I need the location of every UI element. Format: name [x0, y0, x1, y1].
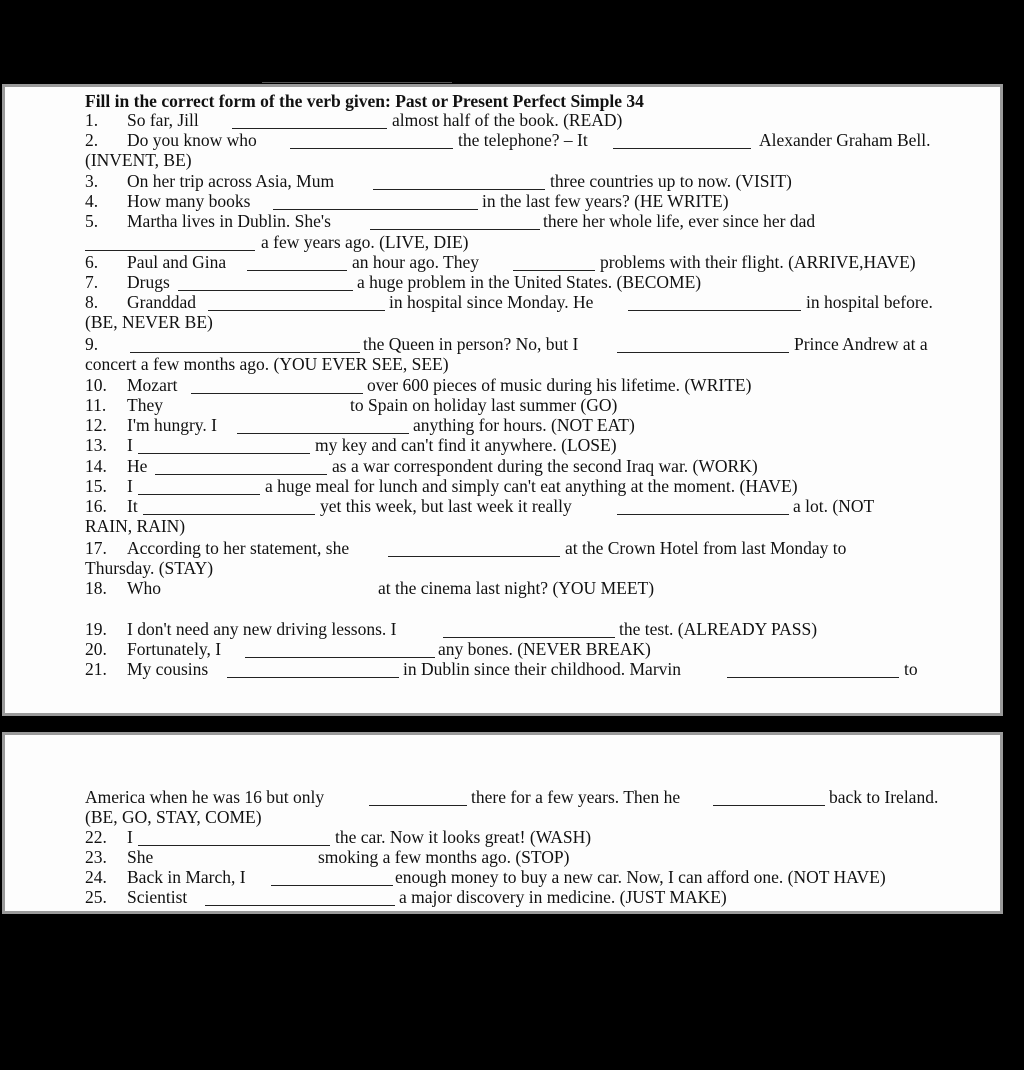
answer-blank[interactable] — [155, 456, 327, 475]
item-text: According to her statement, she — [127, 538, 350, 558]
answer-blank[interactable] — [178, 272, 353, 291]
answer-blank[interactable] — [271, 867, 393, 886]
answer-blank[interactable] — [232, 110, 387, 129]
item-text: Scientist — [127, 887, 188, 907]
answer-blank[interactable] — [443, 619, 615, 638]
item-text: He — [127, 456, 148, 476]
item-text: problems with their flight. (ARRIVE,HAVE) — [600, 252, 916, 272]
item-number: 10. — [85, 375, 107, 395]
item-number: 21. — [85, 659, 107, 679]
item-text: in hospital since Monday. He — [389, 292, 594, 312]
item-number: 4. — [85, 191, 99, 211]
item-text: I — [127, 827, 133, 847]
item-21-verbs: (BE, GO, STAY, COME) — [85, 807, 262, 827]
item-number: 17. — [85, 538, 107, 558]
item-text: over 600 pieces of music during his lifetime. (WRITE) — [367, 375, 752, 395]
item-number: 7. — [85, 272, 99, 292]
answer-blank[interactable] — [191, 375, 363, 394]
answer-blank[interactable] — [227, 659, 399, 678]
item-number: 1. — [85, 110, 99, 130]
worksheet-page-1 — [2, 84, 1003, 716]
answer-blank[interactable] — [247, 252, 347, 271]
item-number: 16. — [85, 496, 107, 516]
item-text: anything for hours. (NOT EAT) — [413, 415, 635, 435]
item-text: a huge meal for lunch and simply can't eat anything at the moment. (HAVE) — [265, 476, 798, 496]
item-text: Mozart — [127, 375, 178, 395]
item-text: almost half of the book. (READ) — [392, 110, 623, 130]
item-number: 20. — [85, 639, 107, 659]
answer-blank[interactable] — [369, 787, 467, 806]
item-text: a few years ago. (LIVE, DIE) — [261, 232, 469, 252]
item-text: at the Crown Hotel from last Monday to — [565, 538, 847, 558]
item-text: My cousins — [127, 659, 209, 679]
item-text: I — [127, 435, 133, 455]
item-text: Who — [127, 578, 162, 598]
item-text: Martha lives in Dublin. She's — [127, 211, 331, 231]
item-text: in hospital before. — [806, 292, 933, 312]
answer-blank[interactable] — [628, 292, 801, 311]
item-number: 19. — [85, 619, 107, 639]
item-text: in Dublin since their childhood. Marvin — [403, 659, 682, 679]
answer-blank[interactable] — [85, 232, 255, 251]
item-number: 22. — [85, 827, 107, 847]
item-text: She — [127, 847, 154, 867]
item-8-continuation: (BE, NEVER BE) — [85, 312, 213, 332]
answer-blank[interactable] — [138, 476, 260, 495]
answer-blank[interactable] — [613, 130, 751, 149]
answer-blank[interactable] — [370, 211, 540, 230]
item-text: I'm hungry. I — [127, 415, 217, 435]
item-text: They — [127, 395, 163, 415]
answer-blank[interactable] — [727, 659, 899, 678]
item-text: How many books — [127, 191, 251, 211]
item-text: I don't need any new driving lessons. I — [127, 619, 397, 639]
item-text: a huge problem in the United States. (BECOME) — [357, 272, 702, 292]
item-number: 23. — [85, 847, 107, 867]
item-number: 14. — [85, 456, 107, 476]
item-text: Fortunately, I — [127, 639, 222, 659]
item-text: So far, Jill — [127, 110, 199, 130]
item-text: the test. (ALREADY PASS) — [619, 619, 818, 639]
answer-blank[interactable] — [273, 191, 478, 210]
item-text: Alexander Graham Bell. — [759, 130, 931, 150]
answer-blank[interactable] — [373, 171, 545, 190]
item-text: a major discovery in medicine. (JUST MAKE) — [399, 887, 727, 907]
answer-blank[interactable] — [617, 334, 789, 353]
item-text: smoking a few months ago. (STOP) — [318, 847, 570, 867]
answer-blank[interactable] — [513, 252, 595, 271]
item-text: Prince Andrew at a — [794, 334, 928, 354]
item-16-continuation: RAIN, RAIN) — [85, 516, 186, 536]
item-text: to Spain on holiday last summer (GO) — [350, 395, 618, 415]
worksheet-title: Fill in the correct form of the verb given: Past or Present Perfect Simple 34 — [85, 91, 644, 111]
item-text: I — [127, 476, 133, 496]
item-text: Granddad — [127, 292, 197, 312]
answer-blank[interactable] — [713, 787, 825, 806]
item-text: Do you know who — [127, 130, 257, 150]
answer-blank[interactable] — [245, 639, 435, 658]
item-number: 25. — [85, 887, 107, 907]
item-text: On her trip across Asia, Mum — [127, 171, 335, 191]
item-text: the car. Now it looks great! (WASH) — [335, 827, 592, 847]
item-text: back to Ireland. — [829, 787, 939, 807]
item-text: to — [904, 659, 918, 679]
answer-blank[interactable] — [388, 538, 560, 557]
item-number: 18. — [85, 578, 107, 598]
answer-blank[interactable] — [208, 292, 385, 311]
item-text: Back in March, I — [127, 867, 246, 887]
worksheet-page-2 — [2, 732, 1003, 914]
item-text: the telephone? – It — [458, 130, 588, 150]
answer-blank[interactable] — [138, 827, 330, 846]
item-text: enough money to buy a new car. Now, I can afford one. (NOT HAVE) — [395, 867, 886, 887]
item-text: as a war correspondent during the second Iraq war. (WORK) — [332, 456, 758, 476]
item-text: the Queen in person? No, but I — [363, 334, 579, 354]
item-number: 3. — [85, 171, 99, 191]
item-number: 15. — [85, 476, 107, 496]
item-text: Paul and Gina — [127, 252, 227, 272]
answer-blank[interactable] — [205, 887, 395, 906]
item-text: my key and can't find it anywhere. (LOSE) — [315, 435, 617, 455]
item-text: It — [127, 496, 138, 516]
item-text: at the cinema last night? (YOU MEET) — [378, 578, 655, 598]
item-2-continuation: (INVENT, BE) — [85, 150, 192, 170]
item-number: 5. — [85, 211, 99, 231]
answer-blank[interactable] — [143, 496, 315, 515]
item-text: an hour ago. They — [352, 252, 480, 272]
item-number: 2. — [85, 130, 99, 150]
item-text: America when he was 16 but only — [85, 787, 325, 807]
item-text: Drugs — [127, 272, 170, 292]
answer-blank[interactable] — [138, 435, 310, 454]
answer-blank[interactable] — [237, 415, 409, 434]
item-number: 24. — [85, 867, 107, 887]
item-text: any bones. (NEVER BREAK) — [438, 639, 651, 659]
item-text: there for a few years. Then he — [471, 787, 681, 807]
answer-blank[interactable] — [290, 130, 453, 149]
item-number: 12. — [85, 415, 107, 435]
item-number: 11. — [85, 395, 107, 415]
item-text: three countries up to now. (VISIT) — [550, 171, 792, 191]
item-text: there her whole life, ever since her dad — [543, 211, 816, 231]
item-text: a lot. (NOT — [793, 496, 875, 516]
answer-blank[interactable] — [617, 496, 789, 515]
item-text: yet this week, but last week it really — [320, 496, 572, 516]
item-9-continuation: concert a few months ago. (YOU EVER SEE, SEE) — [85, 354, 449, 374]
item-number: 9. — [85, 334, 99, 354]
item-number: 6. — [85, 252, 99, 272]
item-number: 13. — [85, 435, 107, 455]
item-17-continuation: Thursday. (STAY) — [85, 558, 214, 578]
cut-top-rule — [262, 82, 452, 83]
item-text: in the last few years? (HE WRITE) — [482, 191, 729, 211]
item-number: 8. — [85, 292, 99, 312]
answer-blank[interactable] — [130, 334, 360, 353]
